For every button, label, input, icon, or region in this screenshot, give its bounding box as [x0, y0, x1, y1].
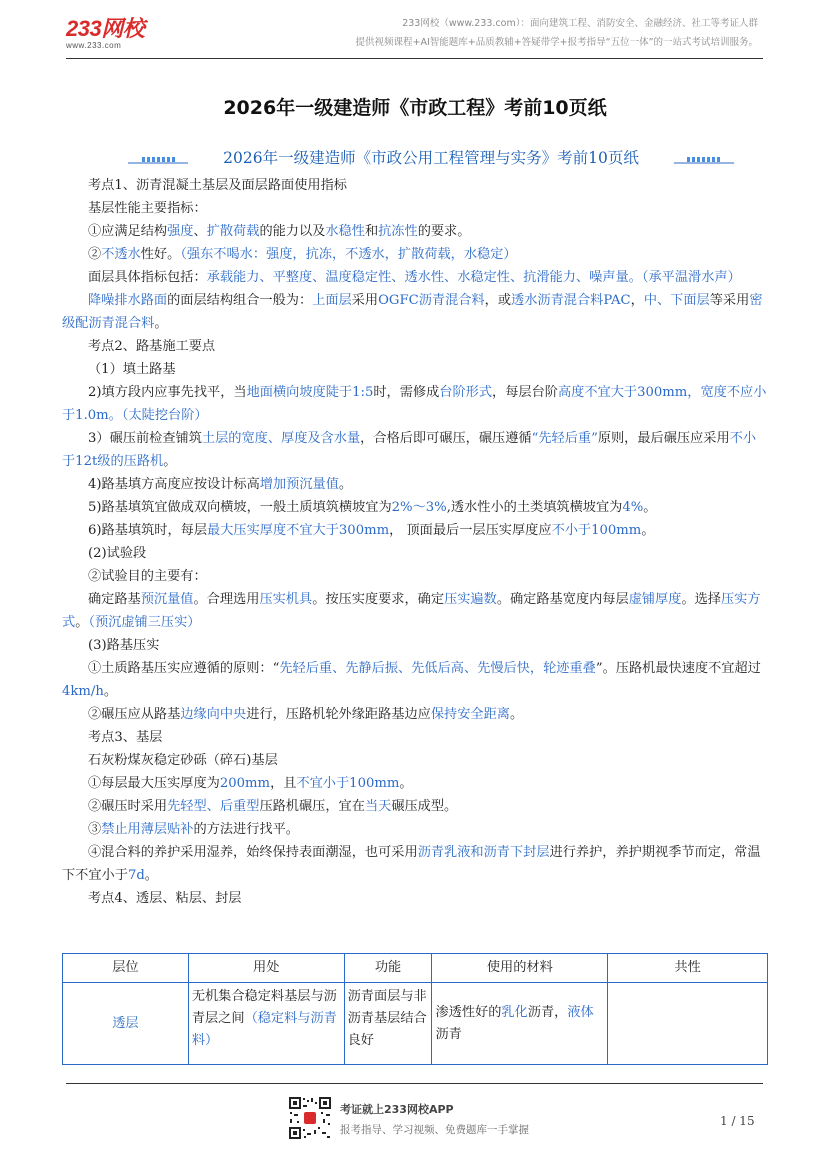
highlight-text: 7d — [127, 868, 145, 883]
body-text: 。 — [338, 477, 353, 492]
body-text: 。 — [163, 454, 177, 469]
body-text: 性好。 — [140, 247, 181, 262]
body-text: 。 — [154, 316, 168, 331]
table-header-cell: 使用的材料 — [432, 954, 608, 983]
highlight-text: 保持安全距离 — [430, 707, 510, 722]
body-text: 压路机碾压，宜在 — [259, 799, 365, 814]
right-deco-icon — [674, 154, 734, 164]
body-text: 石灰粉煤灰稳定砂砾（碎石)基层 — [88, 753, 278, 768]
body-text: ，或 — [484, 293, 512, 308]
highlight-text: 先轻后重、先静后振、先低后高、先慢后快，轮迹重叠 — [279, 661, 596, 676]
body-text: ④混合料的养护采用湿养，始终保持表面潮湿，也可采用 — [88, 845, 418, 860]
body-text: 基层性能主要指标： — [88, 201, 207, 216]
body-text: 5)路基填筑宜做成双向横坡，一般土质填筑横坡宜为 — [88, 500, 392, 515]
table-header-cell: 功能 — [344, 954, 432, 983]
highlight-text: 4% — [622, 500, 644, 515]
paragraph — [62, 519, 768, 542]
body-text: 和 — [364, 224, 379, 239]
highlight-text: 压实遍数 — [444, 592, 497, 607]
paragraph — [62, 887, 768, 910]
body-text: 面层具体指标包括： — [88, 270, 207, 285]
body-text: 。按压实度要求，确定 — [312, 592, 445, 607]
body-text: 考点2、路基施工要点 — [88, 339, 216, 354]
body-text: 原则，最后碾压应采用 — [597, 431, 730, 446]
highlight-text: 不透水 — [101, 247, 141, 262]
mat-hl-d: 液体 — [567, 1004, 594, 1020]
body-text: 3）碾压前检查铺筑 — [88, 431, 202, 446]
body-text: ②碾压应从路基 — [88, 707, 181, 722]
body-text: 碾压成型。 — [391, 799, 458, 814]
body-text: 考点3、基层 — [88, 730, 163, 745]
body-text: 4)路基填方高度应按设计标高 — [88, 477, 260, 492]
body-text: 。 — [643, 500, 657, 515]
paragraph — [62, 473, 768, 496]
highlight-text: 地面横向坡度陡于1:5 — [246, 385, 374, 400]
highlight-text: 边缘向中央 — [180, 707, 247, 722]
highlight-text: 水稳性 — [325, 224, 365, 239]
paragraph — [62, 565, 768, 588]
paragraph — [62, 726, 768, 749]
use-note: （稳定料与沥青料） — [191, 1011, 337, 1048]
footer-subtitle: 报考指导、学习视频、免费题库一手掌握 — [340, 1124, 529, 1136]
paragraph — [62, 381, 768, 427]
highlight-text: 上面层 — [312, 293, 352, 308]
footer-title: 考证就上233网校APP — [340, 1103, 454, 1116]
body-text: 进行，压路机轮外缘距路基边应 — [246, 707, 431, 722]
body-text: 。合理选用 — [193, 592, 260, 607]
highlight-text: 先轻型、后重型 — [167, 799, 260, 814]
header-desc-line1: 233网校（www.233.com）：面向建筑工程、消防安全、金融经济、社工等考证人群 — [402, 18, 758, 29]
table-row — [63, 983, 768, 1065]
subtitle-banner — [128, 146, 734, 170]
body-text: ②碾压时采用 — [88, 799, 168, 814]
qr-code-icon[interactable] — [288, 1096, 332, 1140]
header-description — [356, 14, 759, 52]
body-text: ”。压路机最快速度不宜超过 — [595, 661, 761, 676]
table-cell-layer: 透层 — [63, 983, 189, 1065]
body-text: ①应满足结构 — [88, 224, 168, 239]
page-number: 1 / 15 — [720, 1114, 755, 1128]
paragraph — [62, 427, 768, 473]
highlight-text: 土层的宽度、厚度及含水量 — [201, 431, 361, 446]
highlight-text: 200mm — [219, 776, 271, 791]
body-text: ①每层最大压实厚度为 — [88, 776, 220, 791]
body-text: ， 顶面最后一层压实厚度应 — [389, 523, 552, 538]
body-text: 。 — [75, 615, 89, 630]
highlight-text: 不宜小于100mm — [296, 776, 400, 791]
mat-text-a: 渗透性好的 — [435, 1004, 502, 1020]
paragraph — [62, 358, 768, 381]
highlight-text: 强度 — [167, 224, 194, 239]
table-header-row — [63, 954, 768, 983]
highlight-text: 压实机具 — [259, 592, 313, 607]
paragraph — [62, 174, 768, 197]
body-text: 。 — [144, 868, 158, 883]
highlight-text: 中、下面层 — [643, 293, 710, 308]
body-text: ， — [630, 293, 644, 308]
body-text: ，且 — [270, 776, 297, 791]
paragraph — [62, 818, 768, 841]
body-text: 。 — [399, 776, 413, 791]
table-header-cell: 层位 — [63, 954, 189, 983]
mat-text-c: 沥青， — [527, 1004, 568, 1020]
body-text: 时，需修成 — [373, 385, 440, 400]
highlight-text: 不小于100mm — [551, 523, 642, 538]
highlight-text: “先轻后重” — [531, 431, 598, 446]
paragraph — [62, 220, 768, 243]
paragraph — [62, 749, 768, 772]
body-text: ③ — [88, 822, 102, 837]
highlight-text: 高度不宜大于300mm，宽度不应小于1.0m。（太陡挖台阶） — [62, 385, 767, 423]
logo-url: www.233.com — [66, 41, 122, 50]
paragraph — [62, 772, 768, 795]
body-text: ②试验目的主要有： — [88, 569, 207, 584]
highlight-text: 抗冻性 — [378, 224, 418, 239]
highlight-text: OGFC沥青混合料 — [378, 293, 485, 308]
body-text: 。选择 — [681, 592, 721, 607]
body-text: 的能力以及 — [259, 224, 326, 239]
highlight-text: 压实方式 — [62, 592, 761, 630]
highlight-text: 虚铺厚度 — [628, 592, 682, 607]
table-header-cell: 共性 — [608, 954, 768, 983]
table-cell-use — [188, 983, 344, 1065]
highlight-text: 台阶形式 — [439, 385, 493, 400]
header-divider — [66, 58, 763, 59]
mat-hl-b: 乳化 — [501, 1004, 528, 1020]
highlight-text: 增加预沉量值 — [259, 477, 339, 492]
body-text: 的面层结构组合一般为： — [167, 293, 313, 308]
document-body — [62, 174, 768, 910]
paragraph — [62, 335, 768, 358]
paragraph — [62, 634, 768, 657]
paragraph — [62, 243, 768, 266]
paragraph — [62, 197, 768, 220]
paragraph — [62, 657, 768, 703]
body-text: 2)填方段内应事先找平，当 — [88, 385, 247, 400]
body-text: 确定路基 — [88, 592, 141, 607]
mat-text-e: 沥青 — [435, 1026, 462, 1042]
body-text: (2)试验段 — [88, 546, 147, 561]
header-desc-line2: 提供视频课程+AI智能题库+品质教辅+答疑带学+报考指导“五位一体”的一站式考试培训服务。 — [355, 37, 758, 48]
highlight-text: 透水沥青混合料PAC — [511, 293, 631, 308]
table-header-cell: 用处 — [188, 954, 344, 983]
body-text: 考点4、透层、粘层、封层 — [88, 891, 242, 906]
body-text: 。 — [641, 523, 655, 538]
highlight-text: 预沉量值 — [140, 592, 194, 607]
site-logo[interactable] — [66, 12, 144, 50]
paragraph — [62, 841, 768, 887]
highlight-text: 禁止用薄层贴补 — [101, 822, 194, 837]
paragraph — [62, 542, 768, 565]
logo-text: 233网校 — [66, 16, 145, 41]
body-text: ①土质路基压实应遵循的原则：“ — [88, 661, 280, 676]
body-text: 。 — [510, 707, 524, 722]
body-text: ,透水性小的土类填筑横坡宜为 — [446, 500, 623, 515]
highlight-text: 最大压实厚度不宜大于300mm — [207, 523, 390, 538]
body-text: 的要求。 — [417, 224, 471, 239]
paragraph — [62, 266, 768, 289]
paragraph — [62, 703, 768, 726]
body-text: 。确定路基宽度内每层 — [496, 592, 629, 607]
use-text: 无机集合稳定料基层与沥青层之间 — [191, 989, 337, 1026]
body-text: 等采用 — [709, 293, 750, 308]
body-text: 考点1、沥青混凝土基层及面层路面使用指标 — [88, 178, 347, 193]
paragraph — [62, 588, 768, 634]
highlight-text: 密级配沥青混合料 — [62, 293, 763, 331]
body-text: 6)路基填筑时，每层 — [88, 523, 208, 538]
highlight-text: 沥青乳液和沥青下封层 — [417, 845, 550, 860]
paragraph — [62, 496, 768, 519]
highlight-text: 4km/h — [62, 684, 104, 699]
table-cell-function: 沥青面层与非沥青基层结合良好 — [344, 983, 432, 1065]
highlight-text: 不小于12t级的压路机 — [62, 431, 757, 469]
footer-divider — [66, 1083, 763, 1084]
highlight-text: （预沉虚铺三压实） — [88, 615, 201, 630]
body-text: ，合格后即可碾压，碾压遵循 — [360, 431, 532, 446]
highlight-text: （强东不喝水：强度，抗冻，不透水，扩散荷载，水稳定） — [180, 247, 517, 262]
highlight-text: 降噪排水路面 — [88, 293, 168, 308]
paragraph — [62, 289, 768, 335]
body-text: 采用 — [351, 293, 379, 308]
body-text: 、 — [193, 224, 207, 239]
table-cell-common — [608, 983, 768, 1065]
body-text: 进行养护，养护期视季节而定，常温下不宜小于 — [62, 845, 761, 883]
body-text: 的方法进行找平。 — [193, 822, 299, 837]
body-text: 。 — [103, 684, 118, 699]
page-header — [0, 0, 830, 58]
coat-layer-table — [62, 953, 768, 1065]
highlight-text: 承载能力、平整度、温度稳定性、透水性、水稳定性、抗滑能力、噪声量。（承平温滑水声） — [206, 270, 741, 285]
highlight-text: 2%～3% — [391, 500, 447, 515]
body-text: ，每层台阶 — [492, 385, 558, 400]
subtitle: 2026年一级建造师《市政公用工程管理与实务》考前10页纸 — [223, 149, 639, 167]
body-text: (3)路基压实 — [88, 638, 160, 653]
highlight-text: 当天 — [364, 799, 392, 814]
body-text: ② — [88, 247, 102, 262]
table-cell-material — [432, 983, 608, 1065]
document-title: 2026年一级建造师《市政工程》考前10页纸 — [223, 97, 607, 119]
body-text: （1）填土路基 — [88, 362, 176, 377]
highlight-text: 扩散荷载 — [206, 224, 260, 239]
paragraph — [62, 795, 768, 818]
